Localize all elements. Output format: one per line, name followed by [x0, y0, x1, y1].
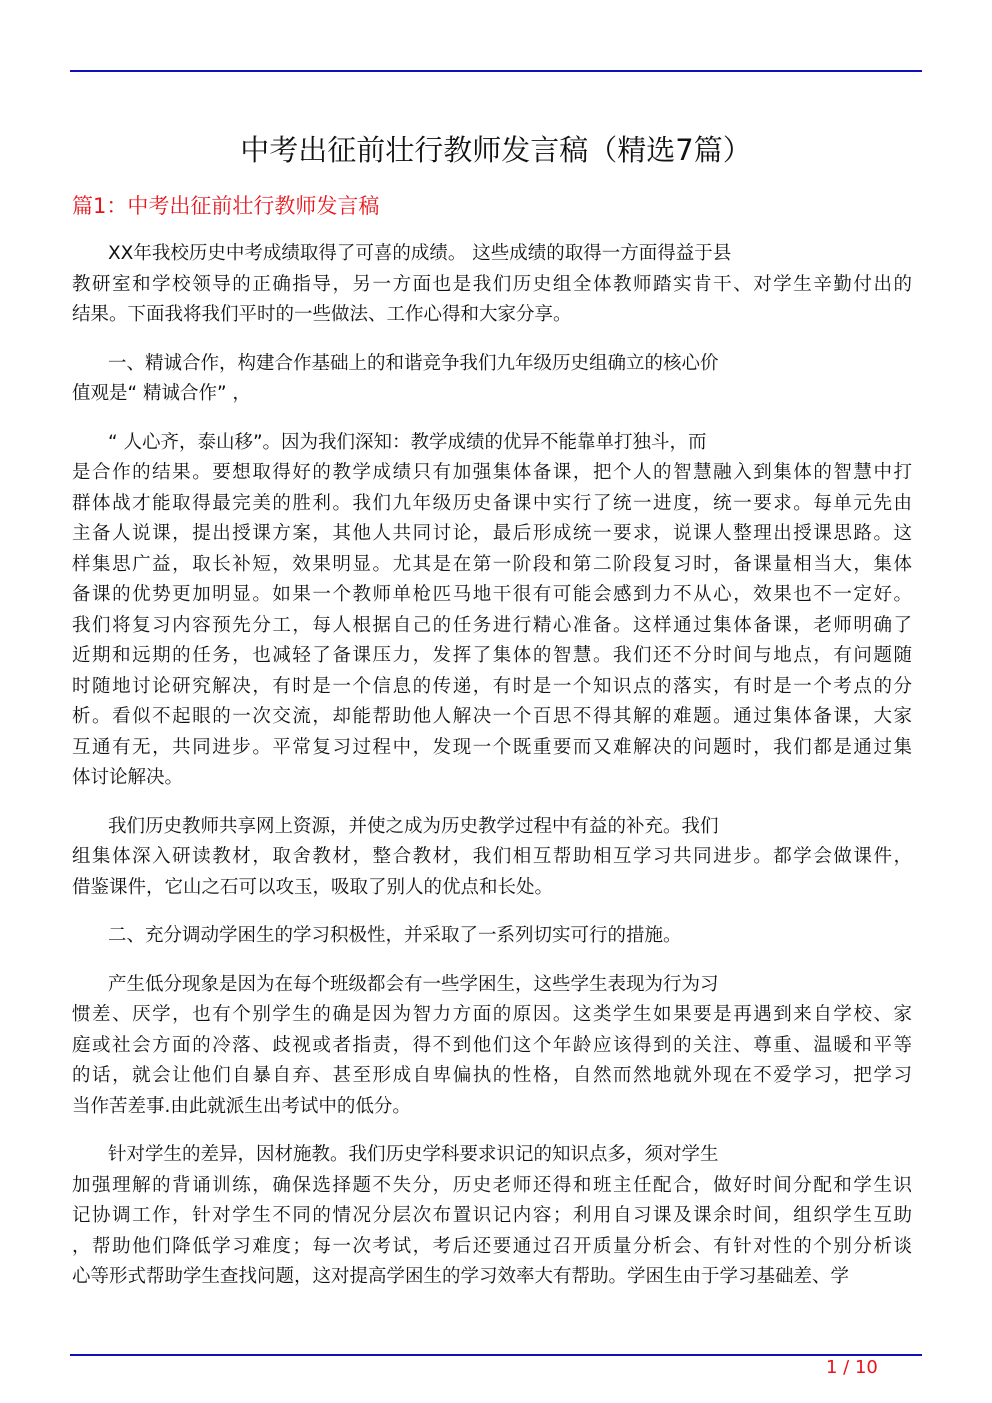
paragraph — [72, 970, 912, 1123]
paragraph-line: 一、精诚合作，构建合作基础上的和谐竞争我们九年级历史组确立的核心价 — [108, 352, 719, 374]
paragraph — [72, 812, 912, 904]
paragraph-line: 体讨论解决。 — [72, 767, 184, 788]
paragraph-line: 互通有无，共同进步。平常复习过程中，发现一个既重要而又难解决的问题时，我们都是通过集 — [72, 736, 912, 758]
paragraph-line: 样集思广益，取长补短，效果明显。尤其是在第一阶段和第二阶段复习时，备课量相当大，集体 — [72, 553, 912, 575]
paragraph-line: XX年我校历史中考成绩取得了可喜的成绩。 这些成绩的取得一方面得益于县 — [108, 243, 732, 264]
paragraph-line: 惯差、厌学，也有个别学生的确是因为智力方面的原因。这类学生如果要是再遇到来自学校、家 — [72, 1004, 912, 1025]
paragraph-line: 备课的优势更加明显。如果一个教师单枪匹马地干很有可能会感到力不从心，效果也不一定好。 — [72, 584, 912, 605]
paragraph — [72, 428, 912, 794]
paragraph-line: “ 人心齐，泰山移”。因为我们深知：教学成绩的优异不能靠单打独斗，而 — [108, 431, 707, 453]
paragraph-line: 结果。下面我将我们平时的一些做法、工作心得和大家分享。 — [72, 304, 572, 325]
paragraph-line: 是合作的结果。要想取得好的教学成绩只有加强集体备课，把个人的智慧融入到集体的智慧中打 — [72, 462, 912, 483]
paragraph-line: 时随地讨论研究解决，有时是一个信息的传递，有时是一个知识点的落实，有时是一个考点的分 — [72, 675, 912, 697]
paragraph-line: 心等形式帮助学生查找问题，这对提高学困生的学习效率大有帮助。学困生由于学习基础差、学 — [72, 1266, 850, 1287]
paragraph-line: 针对学生的差异，因材施教。我们历史学科要求识记的知识点多，须对学生 — [108, 1144, 719, 1165]
paragraph-line: 借鉴课件，它山之石可以攻玉，吸取了别人的优点和长处。 — [72, 876, 554, 898]
paragraph-line: 记协调工作，针对学生不同的情况分层次布置识记内容；利用自习课及课余时间，组织学生互助 — [72, 1205, 912, 1226]
paragraph-line: 组集体深入研读教材，取舍教材，整合教材，我们相互帮助相互学习共同进步。都学会做课件， — [72, 846, 912, 867]
section-heading: 篇1：中考出征前壮行教师发言稿 — [72, 194, 380, 218]
paragraph-line: 我们将复习内容预先分工，每人根据自己的任务进行精心准备。这样通过集体备课，老师明确了 — [72, 614, 912, 636]
paragraph-line: 近期和远期的任务，也减轻了备课压力，发挥了集体的智慧。我们还不分时间与地点，有问题随 — [72, 645, 912, 666]
paragraph-line: 教研室和学校领导的正确指导，另一方面也是我们历史组全体教师踏实肯干、对学生辛勤付出的 — [72, 273, 912, 295]
paragraph-line: 析。看似不起眼的一次交流，却能帮助他人解决一个百思不得其解的难题。通过集体备课，大家 — [72, 706, 912, 727]
paragraph-line: 我们历史教师共享网上资源，并使之成为历史教学过程中有益的补充。我们 — [108, 815, 719, 837]
document-title: 中考出征前壮行教师发言稿（精选7篇） — [240, 133, 752, 167]
paragraph — [72, 921, 912, 952]
paragraph-line: 值观是“ 精诚合作” ， — [72, 383, 251, 404]
paragraph-line: 加强理解的背诵训练，确保选择题不失分，历史老师还得和班主任配合，做好时间分配和学生识 — [72, 1174, 912, 1196]
paragraph-line: 主备人说课，提出授课方案，其他人共同讨论，最后形成统一要求，说课人整理出授课思路。这 — [72, 523, 912, 544]
page-number: 1 / 10 — [826, 1357, 878, 1378]
paragraph-line: ，帮助他们降低学习难度；每一次考试，考后还要通过召开质量分析会、有针对性的个别分析谈 — [72, 1235, 912, 1257]
paragraph-line: 群体战才能取得最完美的胜利。我们九年级历史备课中实行了统一进度，统一要求。每单元先由 — [72, 492, 912, 514]
paragraph — [72, 239, 912, 331]
paragraph-line: 二、充分调动学困生的学习积极性，并采取了一系列切实可行的措施。 — [108, 925, 682, 946]
paragraph-line: 的话，就会让他们自暴自弃、甚至形成自卑偏执的性格，自然而然地就外现在不爱学习，把学习 — [72, 1065, 912, 1086]
paragraph — [72, 1140, 912, 1293]
document-body — [72, 239, 912, 1311]
paragraph-line: 产生低分现象是因为在每个班级都会有一些学困生，这些学生表现为行为习 — [108, 973, 719, 995]
footer-rule — [70, 1354, 922, 1356]
paragraph — [72, 349, 912, 410]
paragraph-line: 庭或社会方面的冷落、歧视或者指责，得不到他们这个年龄应该得到的关注、尊重、温暖和平等 — [72, 1034, 912, 1056]
paragraph-line: 当作苦差事.由此就派生出考试中的低分。 — [72, 1095, 411, 1117]
header-rule — [70, 70, 922, 72]
